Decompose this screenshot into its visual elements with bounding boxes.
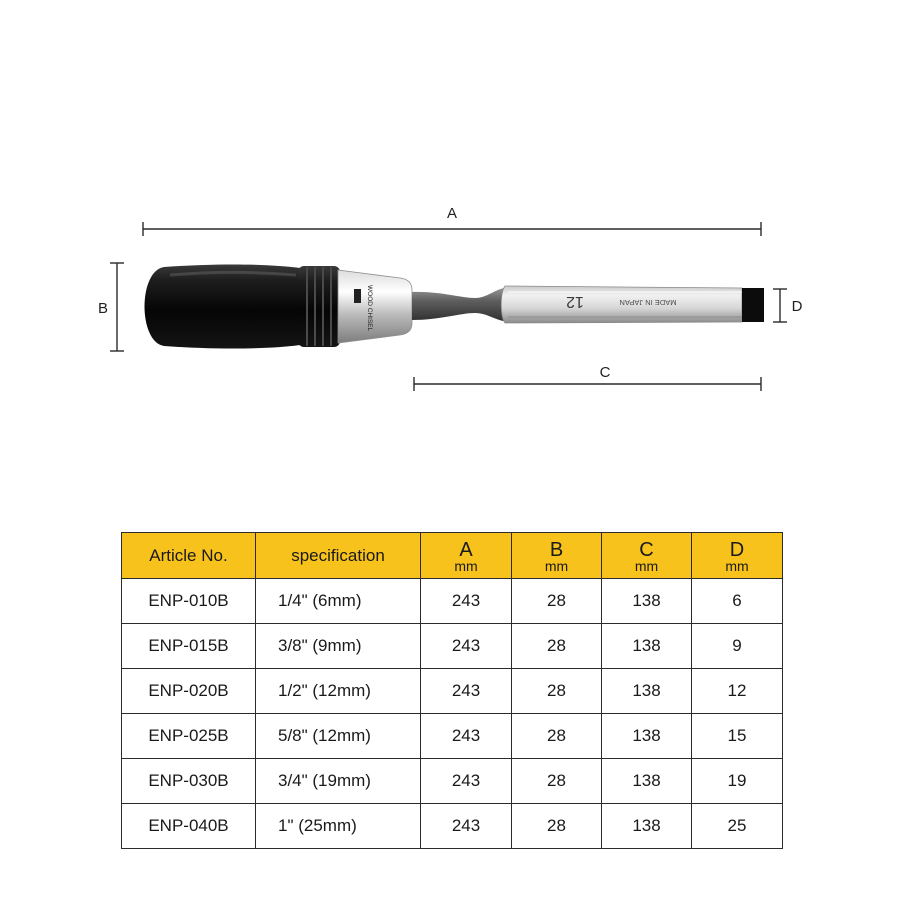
cell-spec: 3/8" (9mm) [256,624,421,669]
cell-c: 138 [602,624,692,669]
header-dim-b [512,533,602,579]
header-dim-a-letter: A [459,539,473,561]
cell-d: 9 [692,624,783,669]
cell-c: 138 [602,804,692,849]
cell-d: 19 [692,759,783,804]
chisel-illustration [145,264,765,348]
dimension-a-label: A [446,205,458,222]
cell-b: 28 [512,669,602,714]
cell-a: 243 [421,759,512,804]
cell-d: 25 [692,804,783,849]
cell-b: 28 [512,804,602,849]
cell-article: ENP-015B [122,624,256,669]
cell-c: 138 [602,579,692,624]
dimension-b-label: B [97,300,109,317]
cell-b: 28 [512,579,602,624]
cell-spec: 1/2" (12mm) [256,669,421,714]
header-dim-a [421,533,512,579]
cell-d: 12 [692,669,783,714]
dimension-c-label: C [599,364,611,381]
dimension-c-line [414,377,761,391]
table-row [122,669,783,714]
cell-article: ENP-020B [122,669,256,714]
header-dim-b-letter: B [549,539,564,561]
header-dim-c-letter: C [639,539,654,561]
header-dim-c [602,533,692,579]
dimension-d-label: D [791,298,803,315]
cell-article: ENP-010B [122,579,256,624]
header-specification: specification [256,533,421,579]
cell-spec: 5/8" (12mm) [256,714,421,759]
blade-tip [742,288,764,322]
header-dim-c-unit: mm [634,558,659,574]
cell-c: 138 [602,669,692,714]
cell-spec: 1/4" (6mm) [256,579,421,624]
cell-a: 243 [421,579,512,624]
cell-c: 138 [602,759,692,804]
handle-wood [145,264,301,348]
cell-spec: 1" (25mm) [256,804,421,849]
handle-band-text: WOOD CHISEL [366,285,373,332]
cell-article: ENP-025B [122,714,256,759]
table-row [122,579,783,624]
header-dim-a-unit: mm [454,558,478,574]
table-row [122,714,783,759]
cell-c: 138 [602,714,692,759]
cell-b: 28 [512,624,602,669]
cell-a: 243 [421,669,512,714]
table-row [122,624,783,669]
handle-ferrule [338,270,412,343]
handle-grip-rings [298,266,340,347]
table-row [122,804,783,849]
cell-a: 243 [421,714,512,759]
specification-table [121,532,783,849]
chisel-neck [412,287,510,322]
header-article-no: Article No. [122,533,256,579]
table-header-row [122,533,783,579]
header-dim-d-unit: mm [725,558,749,574]
cell-spec: 3/4" (19mm) [256,759,421,804]
table-row [122,759,783,804]
blade-origin-text: MADE IN JAPAN [619,298,677,307]
header-dim-d [692,533,783,579]
dimension-a-line [143,222,761,236]
cell-d: 6 [692,579,783,624]
dimension-b-line [110,263,124,351]
dimension-d-line [773,289,787,322]
header-dim-b-unit: mm [544,558,569,574]
cell-d: 15 [692,714,783,759]
cell-article: ENP-040B [122,804,256,849]
cell-a: 243 [421,624,512,669]
brand-logo [354,289,361,303]
cell-b: 28 [512,759,602,804]
header-dim-d-letter: D [729,539,745,561]
blade-size-text: 12 [566,293,584,310]
cell-b: 28 [512,714,602,759]
cell-a: 243 [421,804,512,849]
cell-article: ENP-030B [122,759,256,804]
